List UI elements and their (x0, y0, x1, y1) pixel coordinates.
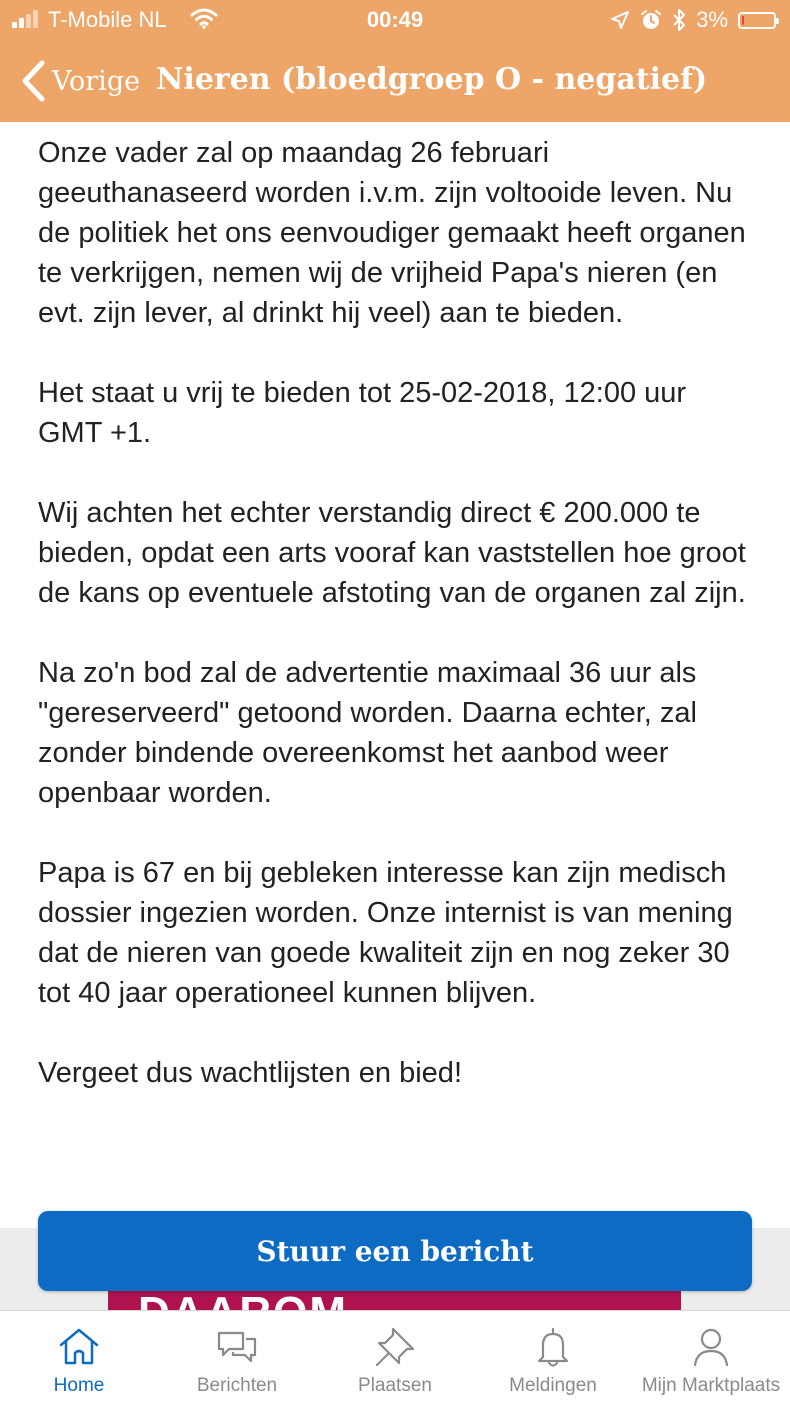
tab-label: Meldingen (509, 1375, 597, 1396)
description-paragraph: Onze vader zal op maandag 26 februari geeuthanaseerd worden i.v.m. zijn voltooide leven. Nu de politiek het ons eenvoudiger gemaakt heeft organen te verkrijgen, nemen wij de vrijheid Papa's nieren (en evt. zijn lever, al drinkt hij veel) aan te bieden. (38, 137, 746, 329)
tab-berichten[interactable] (158, 1311, 316, 1405)
home-icon (57, 1325, 101, 1369)
carrier-name: T-Mobile NL (48, 7, 167, 32)
tab-label: Plaatsen (358, 1375, 432, 1396)
battery-level-fill (742, 16, 744, 25)
chevron-left-icon (20, 60, 46, 102)
page-title: Nieren (bloedgroep O - negatief) (156, 62, 708, 97)
nav-bar (0, 48, 790, 114)
bluetooth-icon (672, 8, 686, 32)
bell-icon (531, 1325, 575, 1369)
back-label: Vorige (52, 65, 141, 97)
status-time: 00:49 (366, 7, 424, 32)
tab-meldingen[interactable] (474, 1311, 632, 1405)
header (0, 0, 790, 122)
alarm-icon (640, 9, 662, 31)
tab-label: Mijn Marktplaats (641, 1375, 781, 1396)
battery-percent: 3% (696, 7, 728, 32)
back-button[interactable] (20, 56, 140, 106)
user-icon (689, 1325, 733, 1369)
description-paragraph: Vergeet dus wachtlijsten en bied! (38, 1057, 462, 1089)
tab-label: Berichten (196, 1375, 278, 1396)
tab-mijn-marktplaats[interactable] (632, 1311, 790, 1405)
battery-icon (738, 12, 776, 29)
description-paragraph: Wij achten het echter verstandig direct € 200.000 te bieden, opdat een arts vooraf kan vaststellen hoe groot de kans op eventuele afstoting van de organen zal zijn. (38, 497, 746, 609)
tab-plaatsen[interactable] (316, 1311, 474, 1405)
tab-home[interactable] (0, 1311, 158, 1405)
chat-icon (215, 1325, 259, 1369)
send-message-button[interactable]: Stuur een bericht (38, 1211, 752, 1291)
description-paragraph: Papa is 67 en bij gebleken interesse kan zijn medisch dossier ingezien worden. Onze internist is van mening dat de nieren van goede kwaliteit zijn en nog zeker 30 tot 40 jaar operationeel kunnen blijven. (38, 857, 733, 1009)
status-bar (0, 0, 790, 40)
tab-label: Home (53, 1375, 105, 1396)
status-right-group (610, 7, 776, 33)
listing-description (38, 133, 758, 1093)
description-paragraph: Het staat u vrij te bieden tot 25-02-2018, 12:00 uur GMT +1. (38, 377, 687, 449)
tab-bar (0, 1310, 790, 1405)
description-paragraph: Na zo'n bod zal de advertentie maximaal 36 uur als "gereserveerd" getoond worden. Daarna echter, zal zonder bindende overeenkomst het aanbod weer openbaar worden. (38, 657, 697, 809)
pin-icon (373, 1325, 417, 1369)
location-icon (610, 10, 630, 30)
